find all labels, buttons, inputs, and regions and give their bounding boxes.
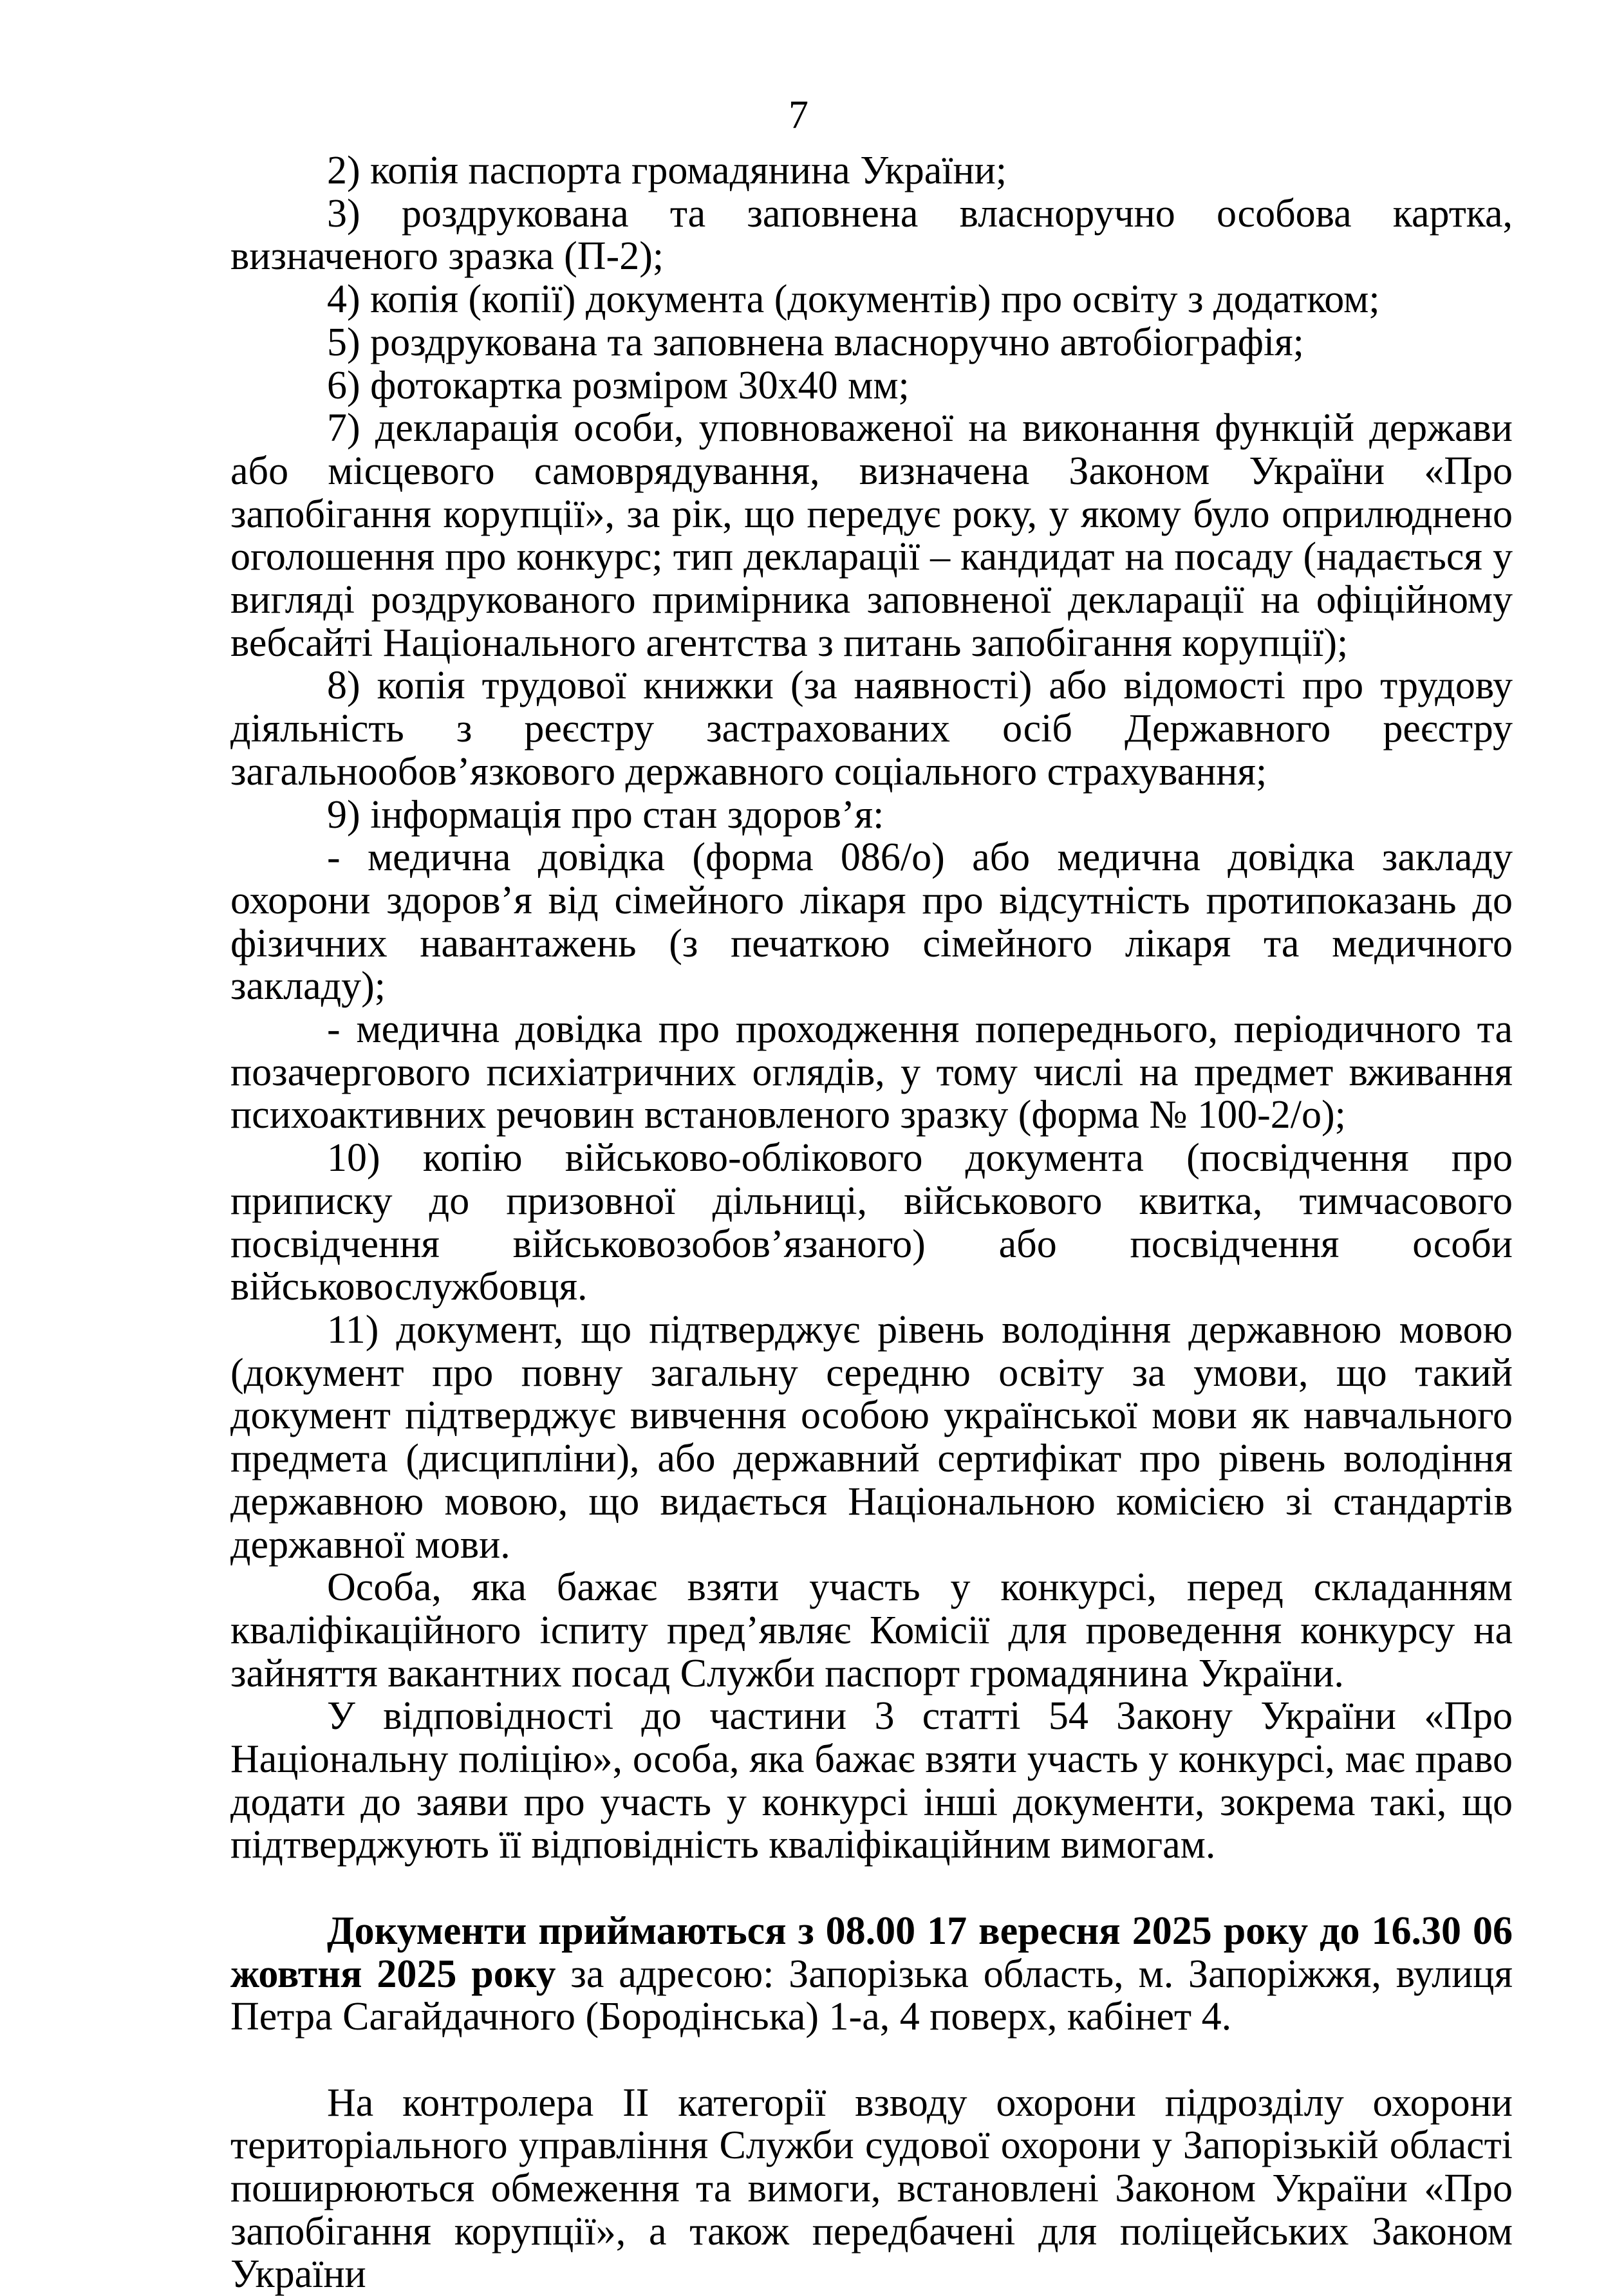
submission-address: за адресою: Запорізька область, м. Запоріжжя, вулиця Петра Сагайдачного (Бородінська) 1-а, 4 поверх, кабінет 4.	[230, 1952, 1513, 2039]
document-body	[230, 149, 1513, 2296]
paragraph-item-9-medical-certificate: - медична довідка (форма 086/о) або медична довідка закладу охорони здоров’я від сімейного лікаря про відсутність протипоказань до фізичних навантажень (з печаткою сімейного лікаря та медичного закладу);	[230, 835, 1513, 1009]
paragraph-item-10: 10) копію військово-облікового документа (посвідчення про приписку до призовної дільниці, військового квитка, тимчасового посвідчення військовозобов’язаного) або посвідчення особи військовослужбовця.	[230, 1136, 1513, 1309]
blank-line	[230, 2039, 1513, 2082]
paragraph-restrictions: На контролера ІІ категорії взводу охорони підрозділу охорони територіального управління Служби судової охорони у Запорізькій області поширюються обмеження та вимоги, встановлені Законом України «Про запобігання корупції», а також передбачені для поліцейських Законом України	[230, 2080, 1513, 2296]
paragraph-passport-requirement: Особа, яка бажає взяти участь у конкурсі, перед складанням кваліфікаційного іспиту пред’являє Комісії для проведення конкурсу на зайняття вакантних посад Служби паспорт громадянина України.	[230, 1565, 1513, 1695]
paragraph-item-4: 4) копія (копії) документа (документів) про освіту з додатком;	[327, 277, 1380, 322]
paragraph-item-3: 3) роздрукована та заповнена власноручно особова картка, визначеного зразка (П-2);	[230, 191, 1513, 279]
page-number: 7	[789, 93, 808, 137]
paragraph-item-11: 11) документ, що підтверджує рівень володіння державною мовою (документ про повну загальну середню освіту за умови, що такий документ підтверджує вивчення особою української мови як навчального предмета (дисципліни), або державний сертифікат про рівень володіння державною мовою, що видається Національною комісією зі стандартів державної мови.	[230, 1307, 1513, 1567]
paragraph-additional-documents: У відповідності до частини 3 статті 54 Закону України «Про Національну поліцію», особа, яка бажає взяти участь у конкурсі, має право додати до заяви про участь у конкурсі інші документи, зокрема такі, що підтверджують її відповідність кваліфікаційним вимогам.	[230, 1694, 1513, 1867]
paragraph-item-7: 7) декларація особи, уповноваженої на виконання функцій держави або місцевого самоврядування, визначена Законом України «Про запобігання корупції», за рік, що передує року, у якому було оприлюднено оголошення про конкурс; тип декларації – кандидат на посаду (надається у вигляді роздрукованого примірника заповненої декларації на офіційному вебсайті Національного агентства з питань запобігання корупції);	[230, 406, 1513, 665]
submission-period-bold: Документи приймаються з 08.00 17 вересня 2025 року до 16.30 06 жовтня 2025 року	[230, 1909, 1513, 1996]
blank-line	[230, 1867, 1513, 1910]
paragraph-item-9-psychiatric-certificate: - медична довідка про проходження попереднього, періодичного та позачергового психіатричних оглядів, у тому числі на предмет вживання психоактивних речовин встановленого зразку (форма № 100-2/о);	[230, 1007, 1513, 1137]
paragraph-item-2: 2) копія паспорта громадянина України;	[327, 149, 1007, 192]
paragraph-submission-dates	[230, 1910, 1513, 2039]
paragraph-item-8: 8) копія трудової книжки (за наявності) або відомості про трудову діяльність з реєстру застрахованих осіб Державного реєстру загальнообов’язкового державного соціального страхування;	[230, 664, 1513, 794]
paragraph-item-6: 6) фотокартка розміром 30х40 мм;	[327, 363, 910, 407]
paragraph-item-9: 9) інформація про стан здоров’я:	[327, 792, 884, 837]
paragraph-item-5: 5) роздрукована та заповнена власноручно автобіографія;	[327, 320, 1304, 364]
